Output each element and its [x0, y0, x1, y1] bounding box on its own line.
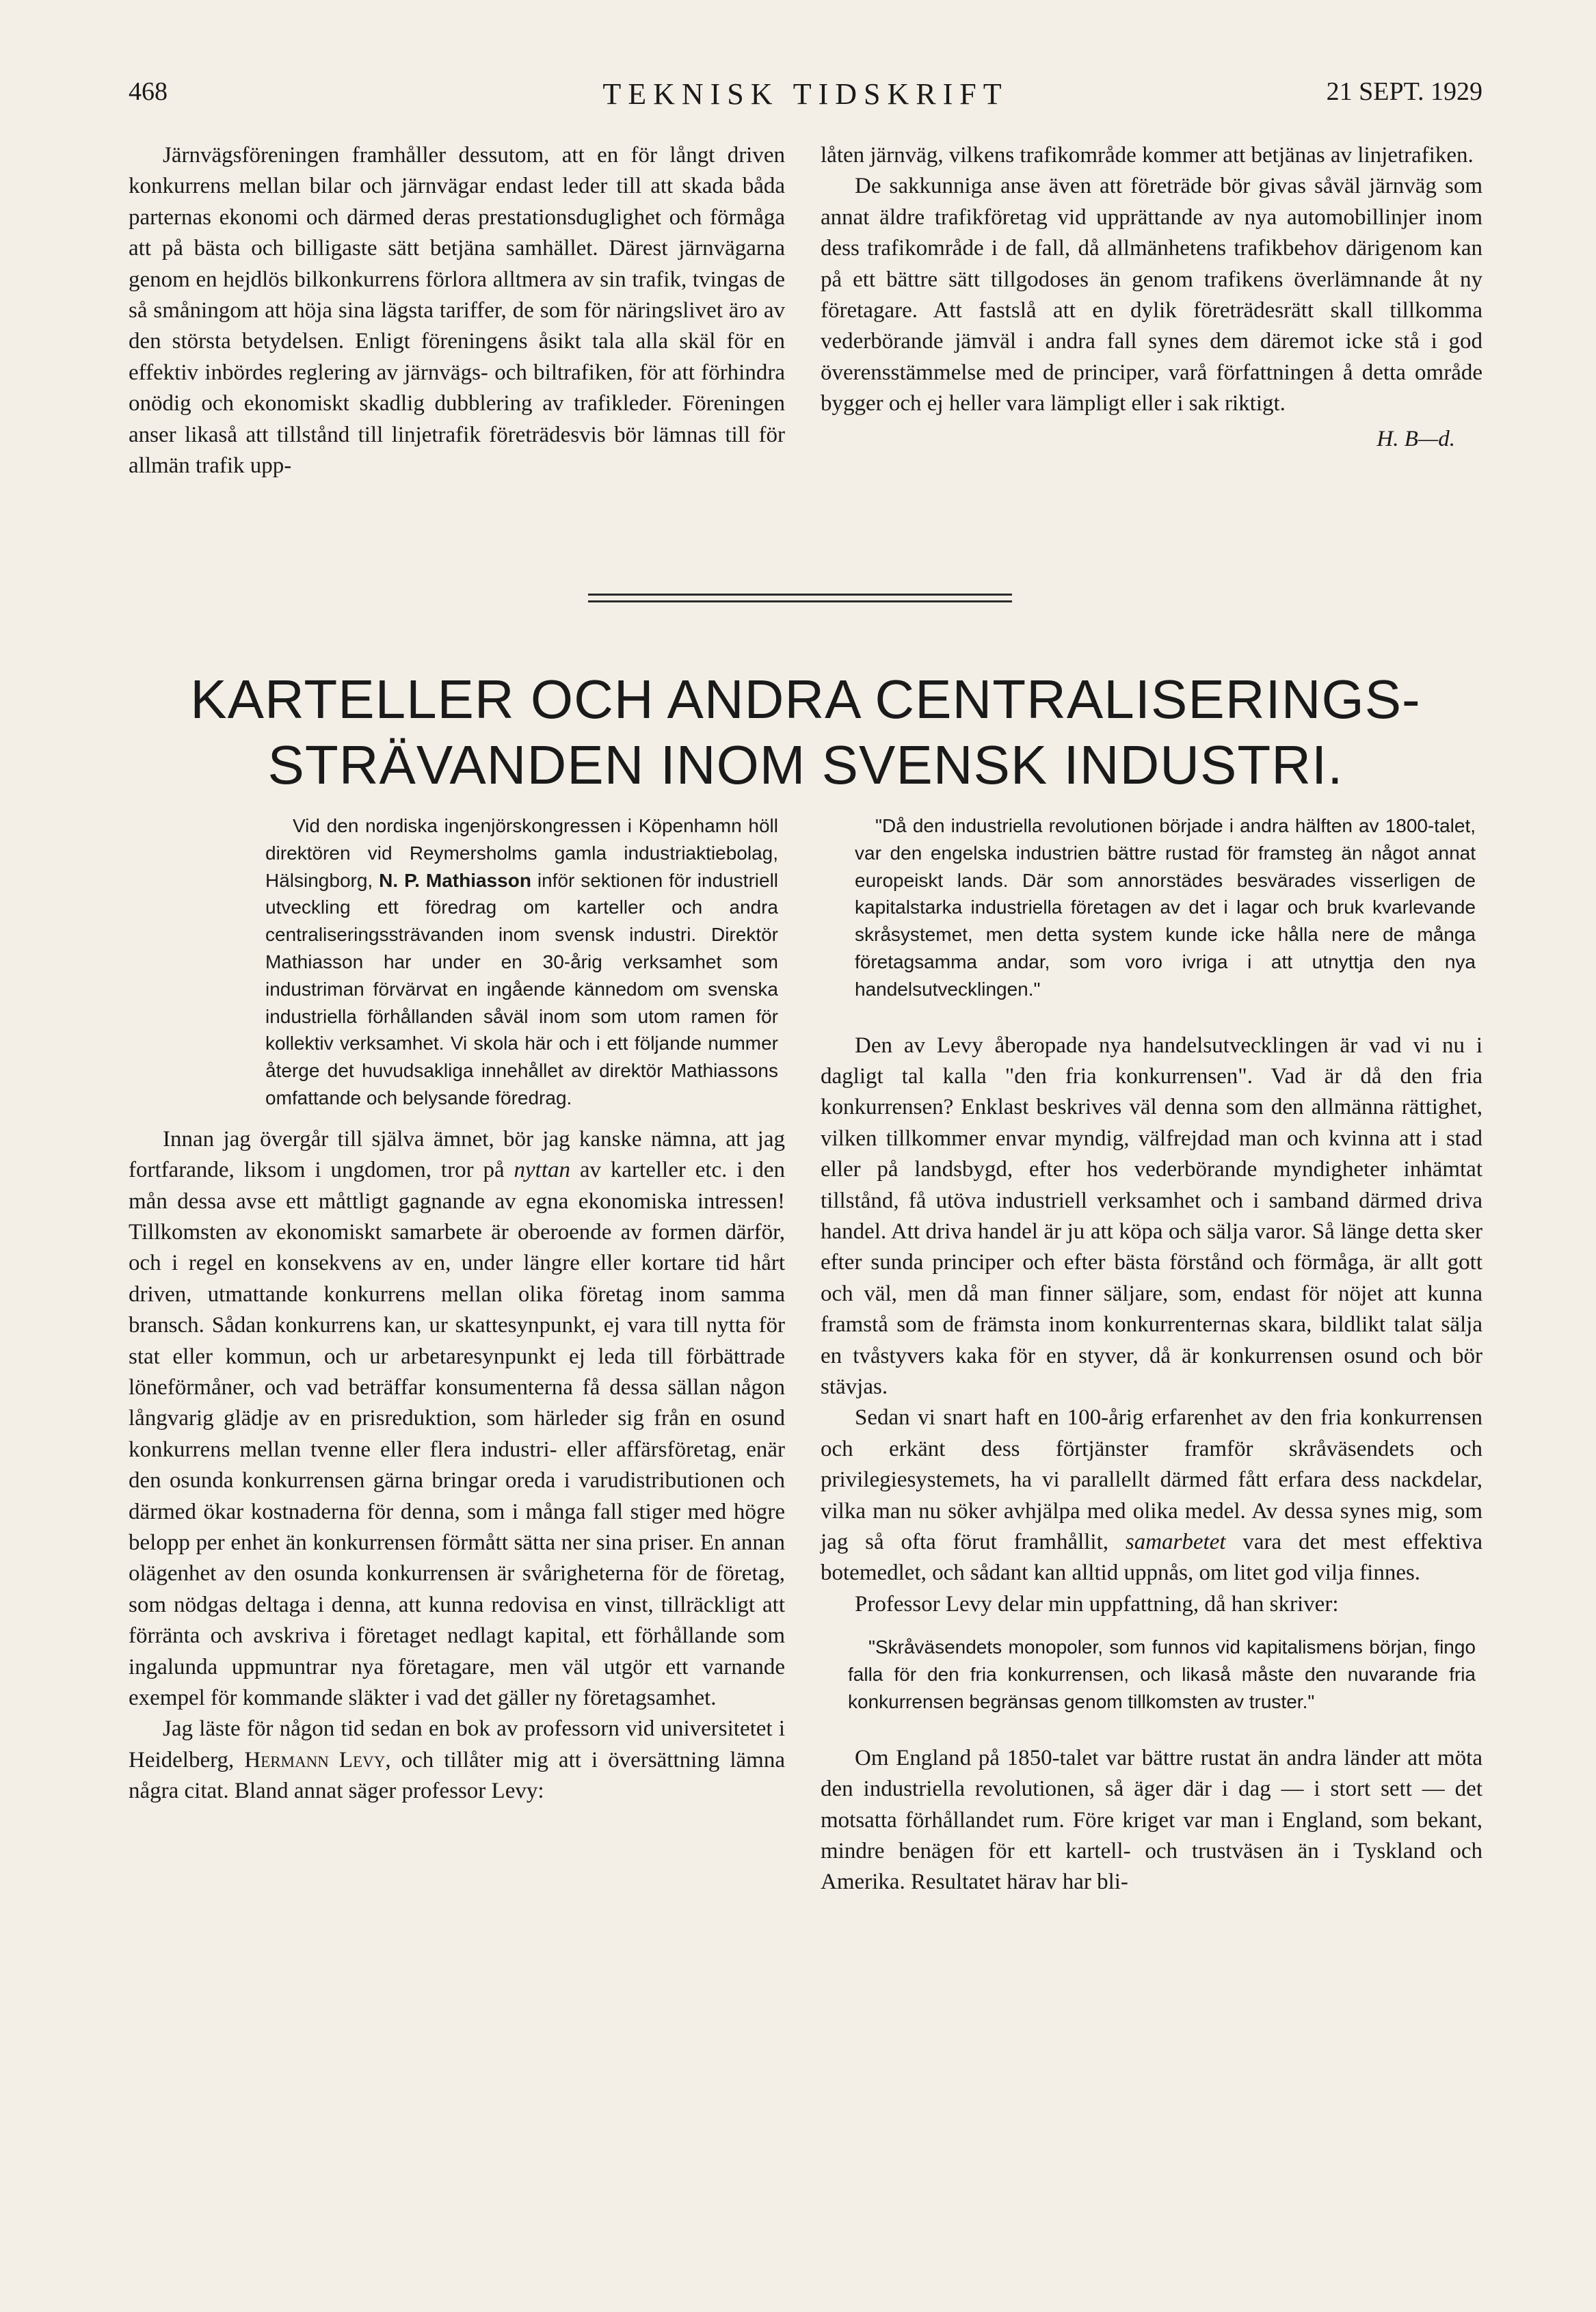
- body-paragraph: Sedan vi snart haft en 100-årig erfarenhet av den fria konkurrensen och erkänt dess förtjänster framför skråväsendets och privilegiesystemets, ha vi parallellt därmed fått erfara dess nackdelar, vilka man nu söker avhjälpa med olika medel. Av dessa synes mig, som jag så ofta förut framhållit, samarbetet vara det mest effektiva botemedlet, och sådant kan alltid uppnås, om litet god vilja finnes.: [821, 1405, 1483, 1586]
- emphasis: nyttan: [514, 1158, 570, 1183]
- article-left-column: [129, 812, 785, 1807]
- article-right-column: [821, 812, 1482, 1898]
- article-title: [129, 667, 1482, 798]
- article-intro: [129, 812, 785, 1112]
- emphasis: samarbetet: [1125, 1530, 1226, 1555]
- block-quote: [821, 812, 1482, 1003]
- article-title-line-1: KARTELLER OCH ANDRA CENTRALISERINGS-: [190, 669, 1421, 730]
- magazine-title: TEKNISK TIDSKRIFT: [602, 77, 1009, 111]
- body-paragraph: Den av Levy åberopade nya handelsutvecklingen är vad vi nu i dagligt tal kalla "den fria konkurrensen". Vad är då den fria konkurrensen? Enklast beskrives väl denna som den allmänna rättighet, vilken tillkommer envar myndig, välfrejdad man och kvinna att i stad eller på landsbygd, efter hos vederbörande myndigheter inhämtat tillstånd, få utöva industriell verksamhet och i samband därmed driva handel. Att driva handel är ju att köpa och sälja varor. Så länge detta sker efter sunda principer och efter bästa förstånd och förmåga, är allt gott och väl, men då man finner säljare, som, endast för nöjet att kunna framstå som de främsta inom konkurrenternas skara, bildlikt talat sälja en tvåstyvers kaka för en styver, då är konkurrensen osund och bör stävjas.: [821, 1033, 1482, 1400]
- block-quote: [821, 1634, 1482, 1715]
- speaker-name: N. P. Mathiasson: [379, 869, 531, 891]
- prev-article-paragraph: De sakkunniga anse även att företräde bör givas såväl järnväg som annat äldre trafikföretag vid upprättande av nya automobillinjer inom dess trafikområde i de fall, då allmänhetens trafikbehov därigenom kan på ett bättre sätt tillgodoses än genom trafikens överlämnande åt ny företagare. Att fastslå att en dylik företrädesrätt skall tillkomma vederbörande jämväl i andra fall synes dem däremot icke stå i god överensstämmelse med de principer, varå författningen å detta område bygger och ej heller vara lämpligt eller i sak riktigt.: [821, 174, 1482, 416]
- body-paragraph: Professor Levy delar min uppfattning, då han skriver:: [855, 1591, 1339, 1617]
- prev-article-right-column: [821, 140, 1482, 455]
- section-divider-top: [588, 594, 1012, 596]
- section-divider-bottom: [588, 600, 1012, 602]
- prev-article-left-column: [129, 140, 785, 481]
- quote-text: "Skråväsendets monopoler, som funnos vid kapitalismens början, fingo falla för den fria konkurrensen, och likaså måste den nuvarande fria konkurrensen begränsas genom tillkomsten av truster.": [848, 1636, 1476, 1712]
- body-paragraph: Innan jag övergår till själva ämnet, bör jag kanske nämna, att jag fortfarande, liksom i ungdomen, tror på nyttan av karteller etc. i den mån dessa avse ett måttligt gagnande av egna ekonomiska intressen! Tillkomsten av ekonomiskt samarbete är oberoende av formen därför, och i regel en konsekvens av en, under längre eller kortare tid hårt driven, utmattande konkurrens mellan olika företag inom samma bransch. Sådan konkurrens kan, ur skattesynpunkt, ej vara till nytta för stat eller kommun, och ur arbetaresynpunkt ej leda till förbättrade löneförmåner, och vad beträffar konsumenterna få dessa sällan någon långvarig glädje av en prisreduktion, som härleder sig från en osund konkurrens mellan tvenne eller flera industri- eller affärsföretag, enär den osunda konkurrensen gärna bringar oreda i varudistributionen och därmed ökar kostnaderna för denna, som i många fall stiger med högre belopp per enhet än konkurrensen förmått sätta ner sina priser. En annan olägenhet av den osunda konkurrensen är svårigheterna för de företag, som nödgas deltaga i denna, att kunna redovisa en vinst, tillräckligt att förränta och avskriva i företaget nedlagt kapital, ett förhållande som ingalunda uppmuntrar nya företagare, men väl utgör ett varnande exempel för kommande släkter i vad det gäller ny företagsamhet.: [129, 1126, 786, 1711]
- quote-text: "Då den industriella revolutionen började i andra hälften av 1800-talet, var den engelska industrien bättre rustad för framsteg än något annat europeiskt lands. Där som annorstädes besvärades visserligen de kapitalstarka industriella företagen av det i lagar och bruk kvarlevande skråsystemet, men detta system kunde icke hålla nere de många företagsamma andar, som voro ivriga i att utnyttja den nya handelsutvecklingen.": [855, 815, 1476, 1000]
- article-title-line-2: STRÄVANDEN INOM SVENSK INDUSTRI.: [267, 734, 1344, 795]
- issue-date: 21 SEPT. 1929: [1326, 77, 1482, 106]
- prev-article-continuation: låten järnväg, vilkens trafikområde kommer att betjänas av linjetrafiken.: [821, 143, 1474, 168]
- prev-article-paragraph: Järnvägsföreningen framhåller dessutom, att en för långt driven konkurrens mellan bilar och järnvägar endast leder till att skada båda parternas ekonomi och därmed deras prestationsduglighet och förmåga att på bästa och billigaste sätt betjäna samhället. Därest järnvägarna genom en hejdlös bilkonkurrens förlora alltmera av sin trafik, tvingas de så småningom att höja sina lägsta tariffer, de som för näringslivet äro av den största betydelsen. Enligt föreningens åsikt tala alla skäl för en effektiv inbördes reglering av järnvägs- och biltrafiken, för att förhindra onödig och ekonomiskt skadlig dubblering av trafikleder. Föreningen anser likaså att tillstånd till linjetrafik företrädesvis bör lämnas till för allmän trafik upp-: [129, 143, 785, 479]
- page-number: 468: [129, 77, 168, 106]
- running-header: [129, 77, 1482, 118]
- intro-text: inför sektionen för industriell utveckling ett föredrag om karteller och andra centraliseringssträvanden inom svensk industri. Direktör Mathiasson har under en 30-årig verksamhet som industriman förvärvat en ingående kännedom om svenska industriella förhållanden såväl inom som utom ramen för kollektiv verksamhet. Vi skola här och i ett följande nummer återge det huvudsakliga innehållet av direktör Mathiassons omfattande och belysande föredrag.: [265, 869, 779, 1108]
- author-signature: H. B—d.: [1376, 426, 1455, 451]
- author-name: Hermann Levy: [244, 1747, 386, 1772]
- intro-text: Vid den nordiska ingenjörskongressen i Köpenhamn höll direktören vid Reymersholms gamla industriaktiebolag, Hälsingborg,: [265, 815, 778, 891]
- body-paragraph: Om England på 1850-talet var bättre rustat än andra länder att möta den industriella revolutionen, så äger där i dag — i stort sett — det motsatta förhållandet rum. Före kriget var man i England, som bekant, mindre benägen för ett kartell- och trustväsen än i Tyskland och Amerika. Resultatet härav har bli-: [821, 1745, 1482, 1895]
- body-paragraph: Jag läste för någon tid sedan en bok av professorn vid universitetet i Heidelberg, Hermann Levy, och tillåter mig att i översättning lämna några citat. Bland annat säger professor Levy:: [129, 1716, 786, 1804]
